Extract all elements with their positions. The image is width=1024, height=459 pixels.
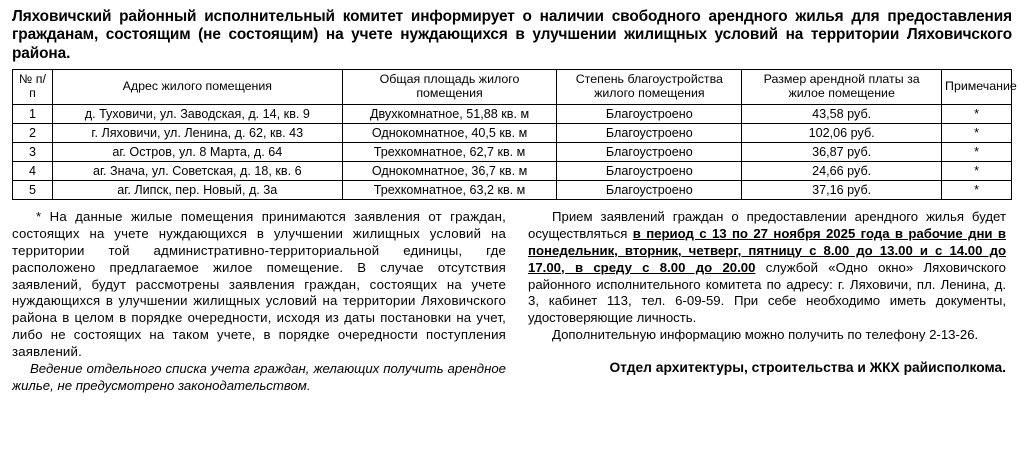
cell-comfort: Благоустроено [557,104,742,123]
cell-note: * [942,181,1012,200]
cell-address: д. Туховичи, ул. Заводская, д. 14, кв. 9 [52,104,342,123]
cell-rent: 43,58 руб. [742,104,942,123]
table-row [13,104,1012,123]
cell-area: Двухкомнатное, 51,88 кв. м [342,104,557,123]
footnote-paragraph: * На данные жилые помещения принимаются заявления от граждан, состоящих на учете нуждающихся в улучшении жилищных условий на территории той административно-территориальной единицы, где расположено предлагаемое жилое помещение. В случае отсутствия заявлений, будут рассмотрены заявления граждан, состоящих на учете нуждающихся в улучшении жилищных условий на территории Ляховичского района в целом в порядке очередности, исходя из даты постановки на учет, либо не состоящих на таком учете, в порядке очередности поступления заявлений. [12,209,506,359]
table-header-row [13,69,1012,104]
cell-rent: 24,66 руб. [742,162,942,181]
cell-note: * [942,142,1012,161]
intake-text-before: Прием заявлений граждан о предоставлении арендного жилья будет осуществляться [528,209,1006,242]
cell-note: * [942,123,1012,142]
column-header-area: Общая площадь жилого помещения [342,69,557,104]
cell-number: 4 [13,162,53,181]
column-header-rent: Размер арендной платы за жилое помещение [742,69,942,104]
italic-note-paragraph: Ведение отдельного списка учета граждан, желающих получить арендное жилье, не предусмотрено законодательством. [12,360,506,393]
cell-area: Трехкомнатное, 62,7 кв. м [342,142,557,161]
cell-note: * [942,104,1012,123]
cell-rent: 36,87 руб. [742,142,942,161]
intake-period-highlight: в период с 13 по 27 ноября 2025 года в рабочие дни в понедельник, вторник, четверг, пятницу с 8.00 до 13.00 и с 14.00 до 17.00, в среду с 8.00 до 20.00 [528,226,1006,275]
cell-number: 2 [13,123,53,142]
table-row [13,123,1012,142]
cell-comfort: Благоустроено [557,181,742,200]
cell-number: 3 [13,142,53,161]
cell-number: 5 [13,181,53,200]
right-column [528,209,1006,394]
cell-area: Однокомнатное, 36,7 кв. м [342,162,557,181]
cell-area: Трехкомнатное, 63,2 кв. м [342,181,557,200]
cell-note: * [942,162,1012,181]
table-row [13,142,1012,161]
cell-comfort: Благоустроено [557,162,742,181]
cell-address: г. Ляховичи, ул. Ленина, д. 62, кв. 43 [52,123,342,142]
cell-comfort: Благоустроено [557,142,742,161]
department-signature: Отдел архитектуры, строительства и ЖКХ райисполкома. [609,359,1006,375]
column-header-comfort: Степень благоустройства жилого помещения [557,69,742,104]
cell-comfort: Благоустроено [557,123,742,142]
left-column [12,209,506,394]
table-row [13,162,1012,181]
cell-rent: 102,06 руб. [742,123,942,142]
additional-info-paragraph: Дополнительную информацию можно получить по телефону 2-13-26. [552,327,979,343]
column-header-address: Адрес жилого помещения [52,69,342,104]
housing-table [12,69,1017,200]
cell-address: аг. Липск, пер. Новый, д. 3а [52,181,342,200]
cell-address: аг. Остров, ул. 8 Марта, д. 64 [52,142,342,161]
cell-rent: 37,16 руб. [742,181,942,200]
cell-area: Однокомнатное, 40,5 кв. м [342,123,557,142]
intake-paragraph [528,209,1006,327]
page-title: Ляховичский районный исполнительный комитет информирует о наличии свободного арендного жилья для предоставления гражданам, состоящим (не состоящим) на учете нуждающихся в улучшении жилищных условий на территории Ляховичского района. [12,8,1012,62]
table-row [13,181,1012,200]
cell-number: 1 [13,104,53,123]
column-header-number: № п/п [13,69,53,104]
column-header-note: Примечание [942,69,1012,104]
text-columns [12,209,1012,394]
intake-text-after: службой «Одно окно» Ляховичского районного исполнительного комитета по адресу: г. Ляховичи, пл. Ленина, д. 3, кабинет 113, тел. 6-09-59. При себе необходимо иметь документы, удостоверяющие личность. [528,259,1006,326]
cell-address: аг. Знача, ул. Советская, д. 18, кв. 6 [52,162,342,181]
